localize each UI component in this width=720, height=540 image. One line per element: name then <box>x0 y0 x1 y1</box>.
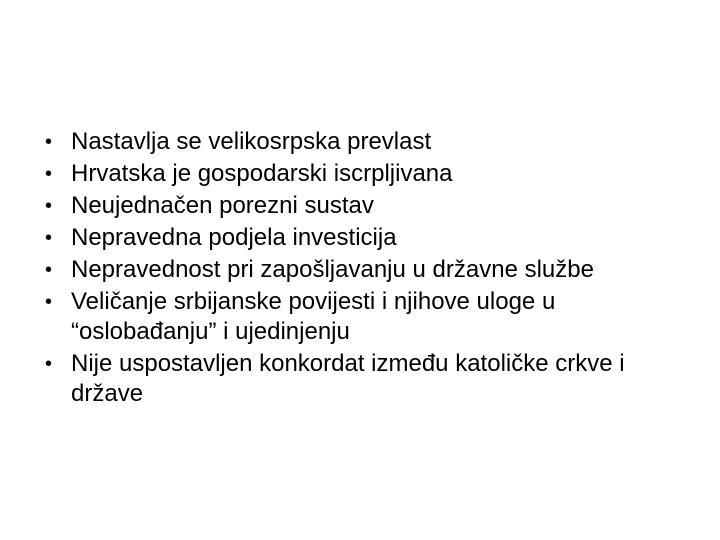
bullet-item-1 <box>45 127 665 157</box>
bullet-marker: • <box>45 259 53 281</box>
bullet-list <box>45 127 665 411</box>
bullet-marker: • <box>45 195 53 217</box>
bullet-text: Nije uspostavljen konkordat između katoličke crkve i države <box>71 350 625 407</box>
bullet-marker: • <box>45 227 53 249</box>
bullet-item-7 <box>45 349 665 409</box>
bullet-text: Hrvatska je gospodarski iscrpljivana <box>71 160 453 187</box>
bullet-text: Veličanje srbijanske povijesti i njihove uloge u “oslobađanju” i ujedinjenju <box>71 288 556 345</box>
bullet-marker: • <box>45 131 53 153</box>
bullet-text: Nepravedna podjela investicija <box>71 224 397 251</box>
bullet-item-3 <box>45 191 665 221</box>
bullet-text: Nastavlja se velikosrpska prevlast <box>71 128 432 155</box>
bullet-item-2 <box>45 159 665 189</box>
bullet-item-6 <box>45 287 665 347</box>
bullet-marker: • <box>45 163 53 185</box>
bullet-marker: • <box>45 291 53 313</box>
bullet-item-4 <box>45 223 665 253</box>
bullet-text: Neujednačen porezni sustav <box>71 192 374 219</box>
bullet-item-5 <box>45 255 665 285</box>
bullet-text: Nepravednost pri zapošljavanju u državne službe <box>71 256 594 283</box>
bullet-marker: • <box>45 353 53 375</box>
